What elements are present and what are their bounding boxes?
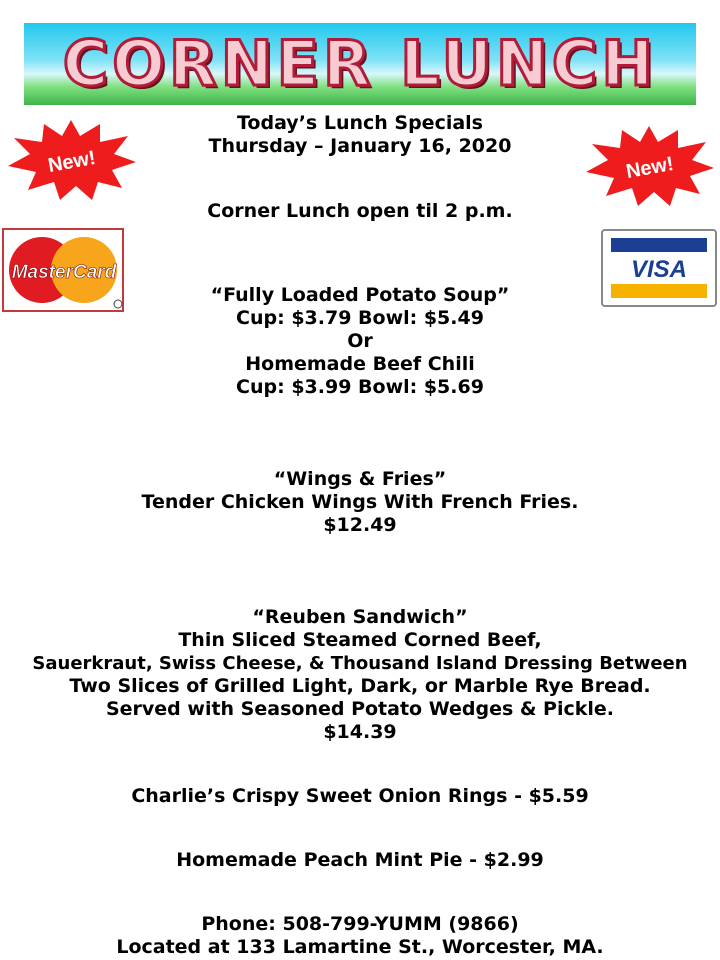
banner-title: CORNER LUNCH (62, 27, 658, 100)
wings-price: $12.49 (323, 514, 397, 536)
reuben-price: $14.39 (323, 721, 397, 743)
pie-item: Homemade Peach Mint Pie - $2.99 (176, 849, 544, 871)
soup-name: “Fully Loaded Potato Soup” (210, 284, 510, 306)
banner (24, 23, 696, 105)
new-badge-label: New! (624, 153, 676, 183)
wings-name: “Wings & Fries” (273, 468, 447, 490)
hours-text: Corner Lunch open til 2 p.m. (207, 200, 513, 222)
chili-name: Homemade Beef Chili (245, 353, 475, 375)
phone-text: Phone: 508-799-YUMM (9866) (201, 913, 519, 935)
visa-label: VISA (630, 256, 688, 283)
specials-heading: Today’s Lunch Specials (236, 112, 483, 134)
new-badge-label: New! (46, 147, 98, 177)
reuben-name: “Reuben Sandwich” (252, 606, 468, 628)
soup-prices: Cup: $3.79 Bowl: $5.49 (236, 307, 484, 329)
onion-rings-item: Charlie’s Crispy Sweet Onion Rings - $5.59 (131, 785, 589, 807)
mastercard-label: MasterCard (11, 262, 117, 283)
chili-prices: Cup: $3.99 Bowl: $5.69 (236, 376, 484, 398)
reuben-desc-1: Thin Sliced Steamed Corned Beef, (178, 629, 542, 651)
reuben-desc-3: Two Slices of Grilled Light, Dark, or Marble Rye Bread. (69, 675, 651, 697)
reuben-desc-2: Sauerkraut, Swiss Cheese, & Thousand Island Dressing Between (32, 653, 688, 674)
address-text: Located at 133 Lamartine St., Worcester, MA. (116, 936, 604, 958)
wings-description: Tender Chicken Wings With French Fries. (141, 491, 579, 513)
reuben-desc-4: Served with Seasoned Potato Wedges & Pickle. (105, 698, 615, 720)
or-text: Or (347, 330, 373, 352)
specials-date: Thursday – January 16, 2020 (208, 135, 512, 157)
